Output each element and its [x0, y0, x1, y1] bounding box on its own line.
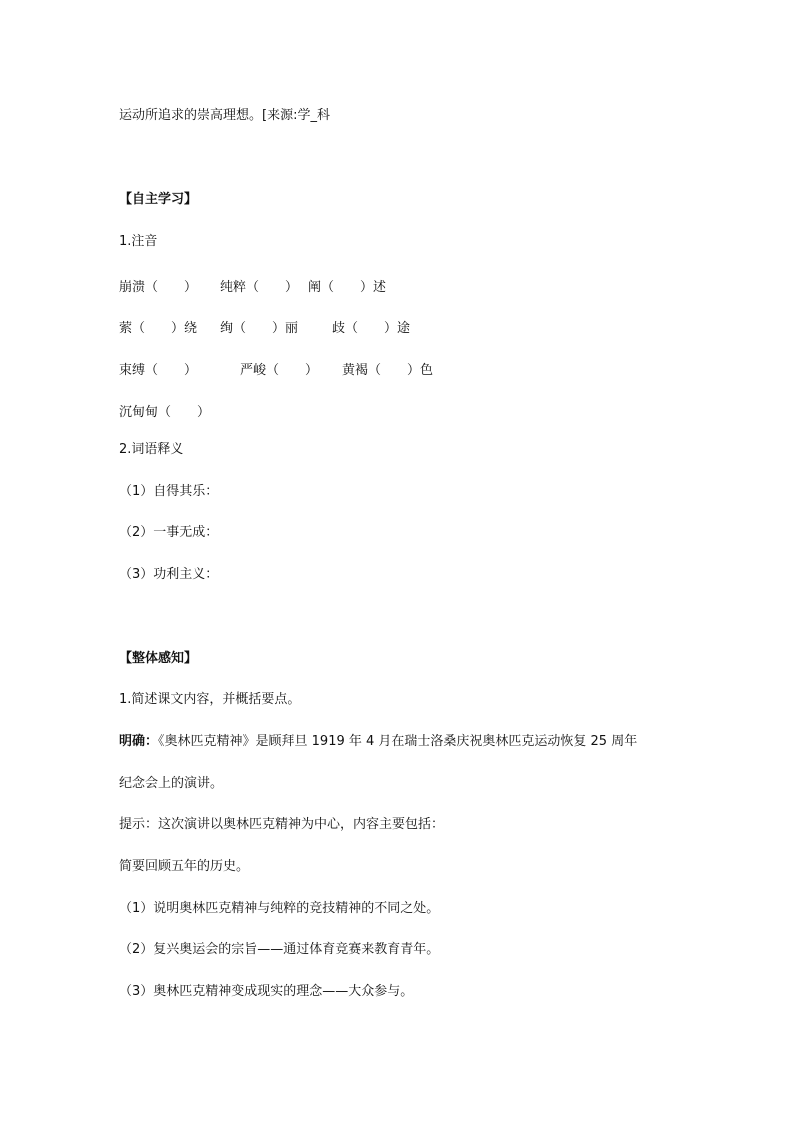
point-item: （1）说明奥林匹克精神与纯粹的竞技精神的不同之处。: [119, 901, 440, 916]
pinyin-item: 沉甸甸（ ）: [119, 405, 211, 420]
pinyin-item: 萦（ ）绕: [119, 321, 198, 336]
answer-text: 《奥林匹克精神》是顾拜旦 1919 年 4 月在瑞士洛桑庆祝奥林匹克运动恢复 25 周年: [158, 734, 638, 749]
point-item: （3）奥林匹克精神变成现实的理念——大众参与。: [119, 984, 414, 999]
pinyin-item: 严峻（ ）: [240, 363, 319, 378]
pinyin-item: 阐（ ）述: [308, 280, 387, 295]
answer-paragraph: [119, 734, 637, 750]
pinyin-item: 黄褐（ ）色: [342, 363, 434, 378]
answer-label: 明确：: [119, 734, 159, 749]
vocab-item: （1）自得其乐：: [119, 484, 219, 499]
pinyin-item: 歧（ ）途: [332, 321, 411, 336]
intro-line: 运动所追求的崇高理想。[来源:学_科: [119, 108, 330, 123]
vocab-title: 2.词语释义: [119, 442, 184, 457]
pinyin-item: 崩溃（ ）: [119, 280, 198, 295]
section-heading-self-study: 【自主学习】: [119, 192, 198, 207]
section-heading-overview: 【整体感知】: [119, 651, 198, 666]
vocab-item: （3）功利主义：: [119, 567, 219, 582]
answer-continuation: 纪念会上的演讲。: [119, 776, 224, 791]
review-line: 简要回顾五年的历史。: [119, 859, 250, 874]
point-item: （2）复兴奥运会的宗旨——通过体育竞赛来教育青年。: [119, 942, 440, 957]
pinyin-item: 束缚（ ）: [119, 363, 198, 378]
overview-question: 1.简述课文内容，并概括要点。: [119, 692, 301, 707]
pinyin-title: 1.注音: [119, 234, 158, 249]
pinyin-item: 绚（ ）丽: [220, 321, 299, 336]
vocab-item: （2）一事无成：: [119, 525, 219, 540]
hint-line: 提示：这次演讲以奥林匹克精神为中心，内容主要包括：: [119, 817, 445, 832]
pinyin-item: 纯粹（ ）: [220, 280, 299, 295]
